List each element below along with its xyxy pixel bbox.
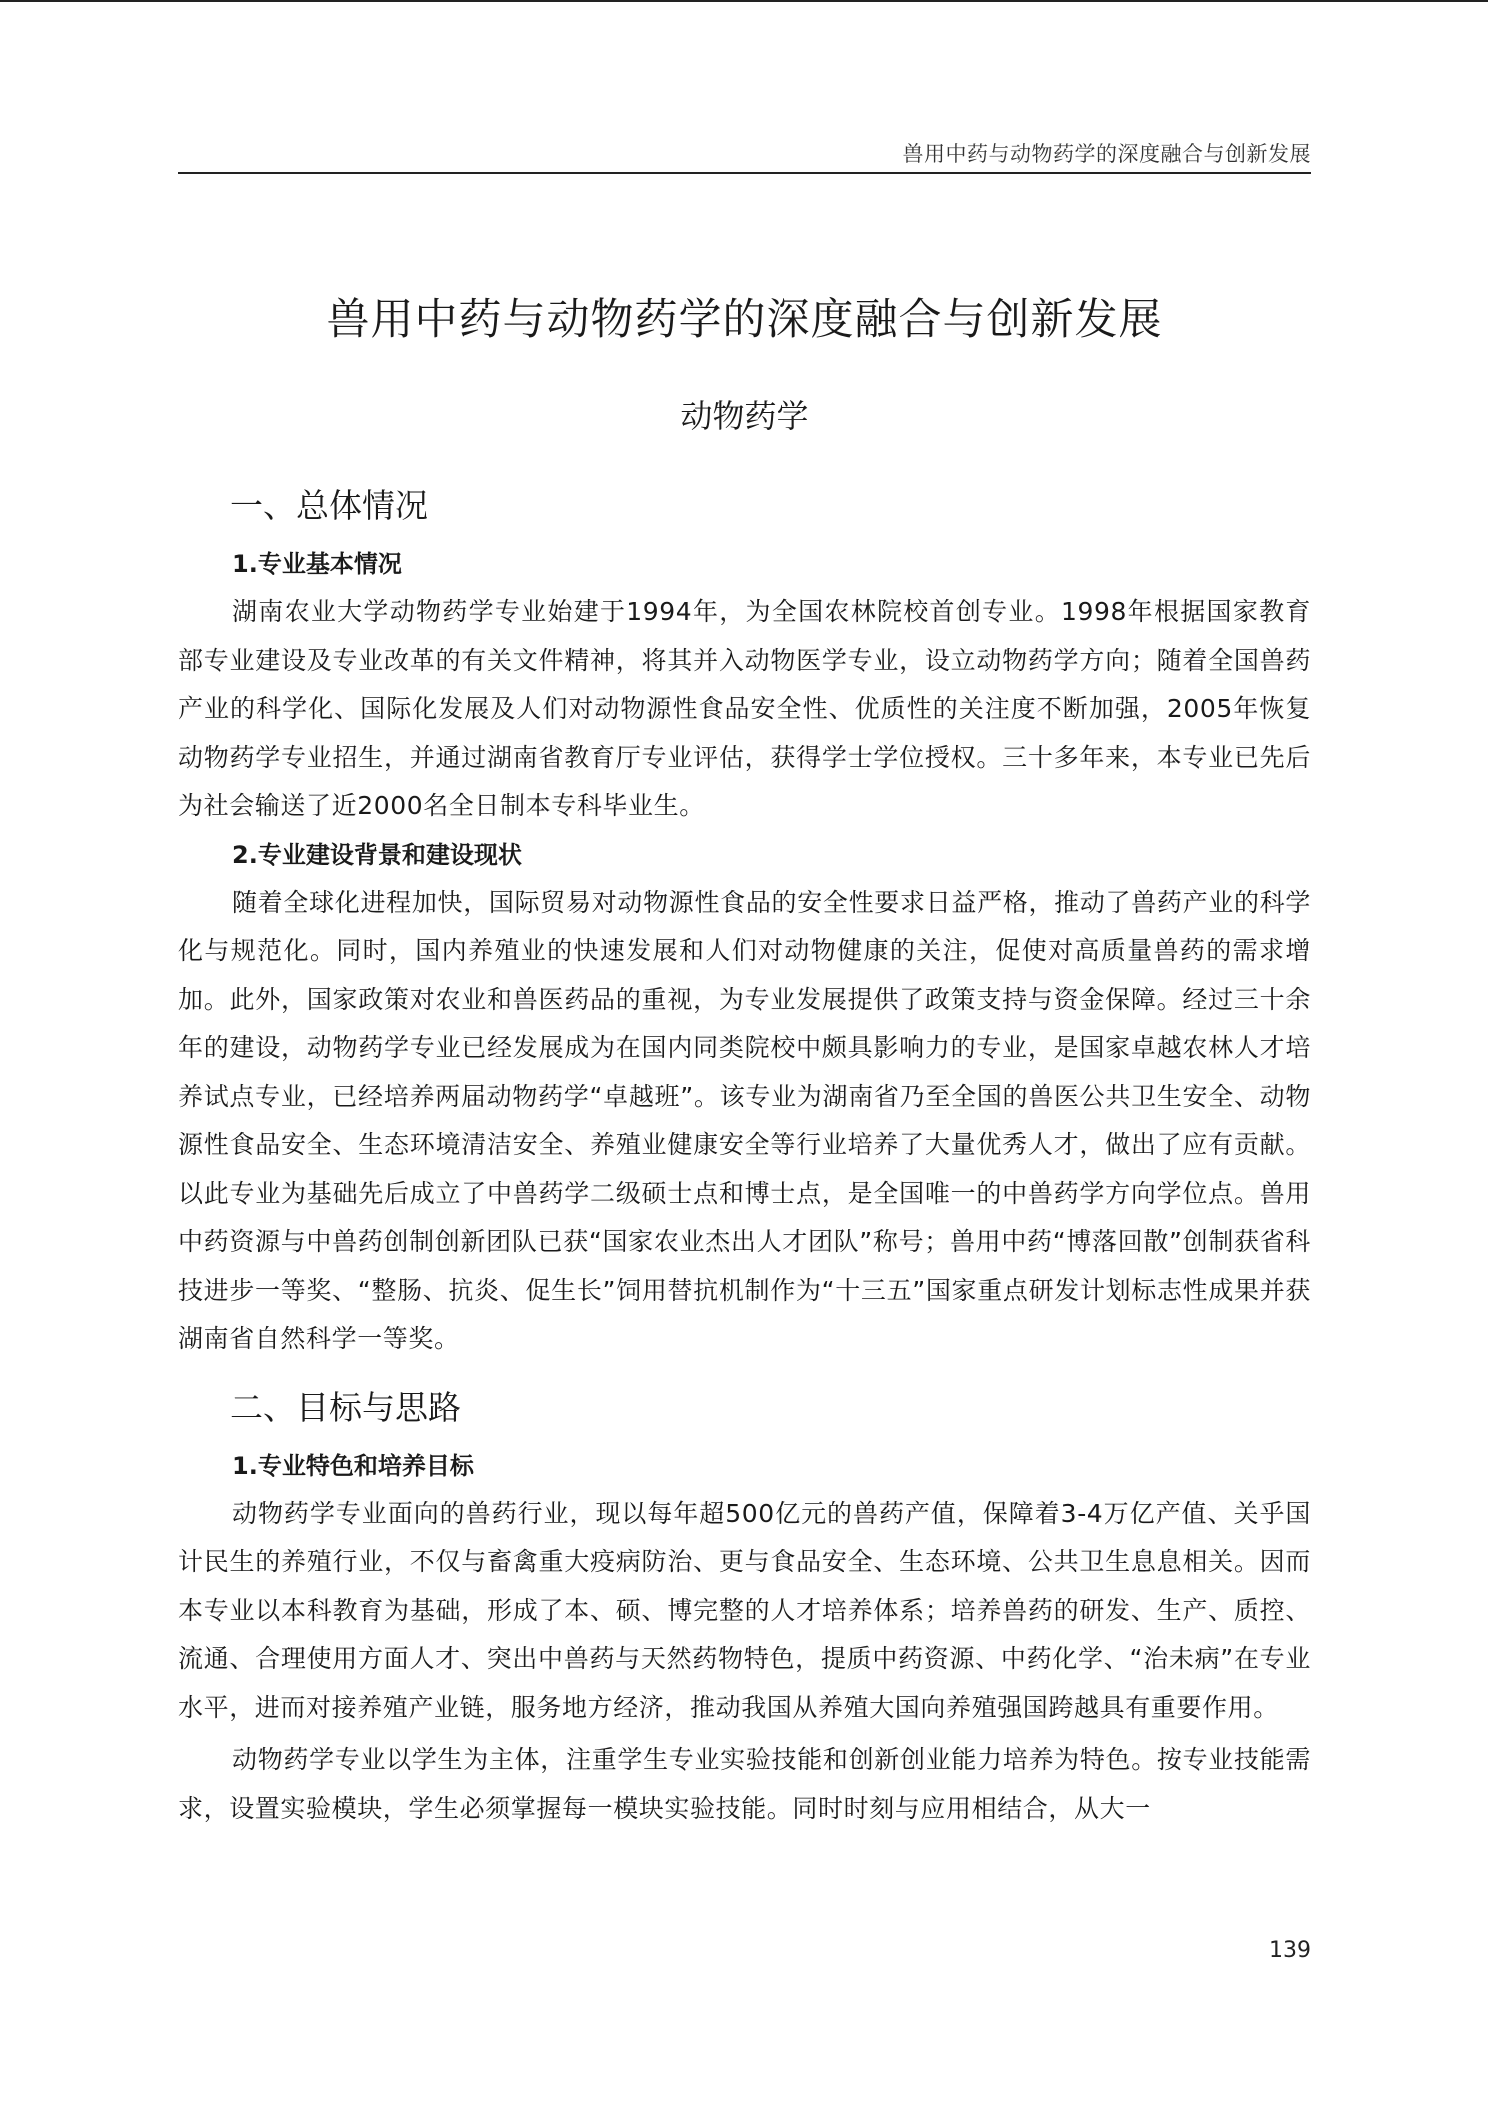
header-rule bbox=[178, 172, 1311, 174]
subsection-heading-basic-info: 1.专业基本情况 bbox=[232, 550, 402, 578]
article-title: 兽用中药与动物药学的深度融合与创新发展 bbox=[326, 295, 1163, 345]
paragraph: 湖南农业大学动物药学专业始建于1994年，为全国农林院校首创专业。1998年根据国家教育部专业建设及专业改革的有关文件精神，将其并入动物医学专业，设立动物药学方向；随着全国兽药产业的科学化、国际化发展及人们对动物源性食品安全性、优质性的关注度不断加强，2005年恢复动物药学专业招生，并通过湖南省教育厅专业评估，获得学士学位授权。三十多年来，本专业已先后为社会输送了近2000名全日制本专科毕业生。 bbox=[178, 597, 1311, 820]
article-author: 动物药学 bbox=[680, 397, 809, 435]
subsection-heading-background: 2.专业建设背景和建设现状 bbox=[232, 840, 522, 869]
paragraph: 动物药学专业以学生为主体，注重学生专业实验技能和创新创业能力培养为特色。按专业技能需求，设置实验模块，学生必须掌握每一模块实验技能。同时时刻与应用相结合，从大一 bbox=[178, 1745, 1311, 1823]
subsection-heading-features-goals: 1.专业特色和培养目标 bbox=[232, 1451, 474, 1480]
paragraph: 随着全球化进程加快，国际贸易对动物源性食品的安全性要求日益严格，推动了兽药产业的科学化与规范化。同时，国内养殖业的快速发展和人们对动物健康的关注，促使对高质量兽药的需求增加。此外，国家政策对农业和兽医药品的重视，为专业发展提供了政策支持与资金保障。经过三十余年的建设，动物药学专业已经发展成为在国内同类院校中颇具影响力的专业，是国家卓越农林人才培养试点专业，已经培养两届动物药学“卓越班”。该专业为湖南省乃至全国的兽医公共卫生安全、动物源性食品安全、生态环境清洁安全、养殖业健康安全等行业培养了大量优秀人才，做出了应有贡献。以此专业为基础先后成立了中兽药学二级硕士点和博士点，是全国唯一的中兽药学方向学位点。兽用中药资源与中兽药创制创新团队已获“国家农业杰出人才团队”称号；兽用中药“博落回散”创制获省科技进步一等奖、“整肠、抗炎、促生长”饲用替抗机制作为“十三五”国家重点研发计划标志性成果并获湖南省自然科学一等奖。 bbox=[178, 887, 1311, 1353]
page-number: 139 bbox=[1269, 1938, 1311, 1963]
running-head: 兽用中药与动物药学的深度融合与创新发展 bbox=[902, 142, 1311, 166]
section-heading-overview: 一、总体情况 bbox=[230, 486, 428, 525]
article-body bbox=[178, 290, 1311, 1833]
top-border-rule bbox=[0, 0, 1488, 2]
section-heading-goals: 二、目标与思路 bbox=[230, 1387, 461, 1427]
paragraph: 动物药学专业面向的兽药行业，现以每年超500亿元的兽药产值，保障着3-4万亿产值、关乎国计民生的养殖行业，不仅与畜禽重大疫病防治、更与食品安全、生态环境、公共卫生息息相关。因而本专业以本科教育为基础，形成了本、硕、博完整的人才培养体系；培养兽药的研发、生产、质控、流通、合理使用方面人才、突出中兽药与天然药物特色，提质中药资源、中药化学、“治未病”在专业水平，进而对接养殖产业链，服务地方经济，推动我国从养殖大国向养殖强国跨越具有重要作用。 bbox=[178, 1498, 1311, 1722]
